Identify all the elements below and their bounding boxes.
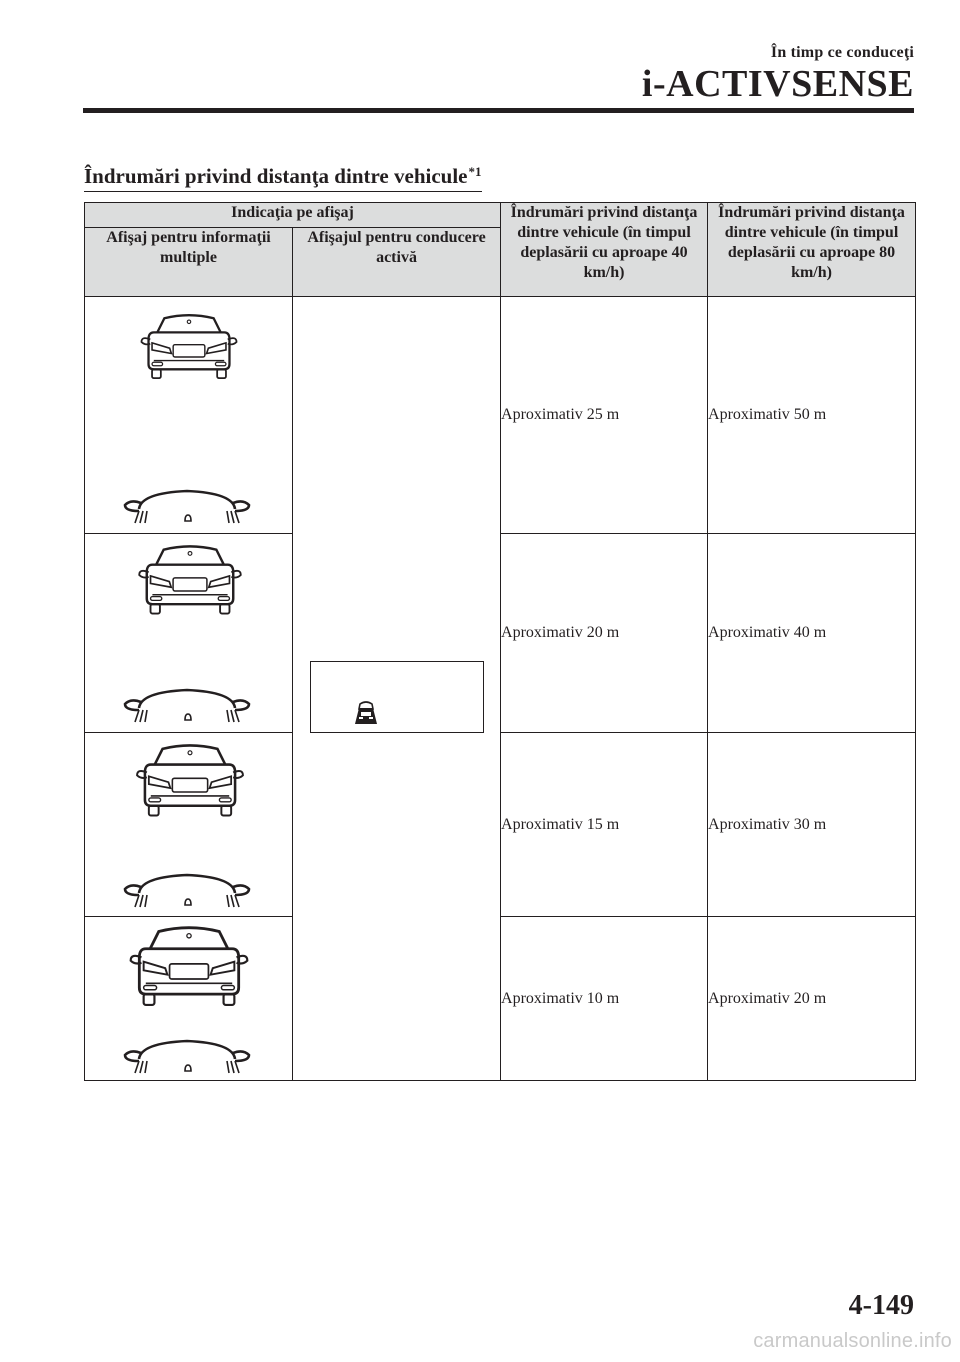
distance-80-cell: Aproximativ 40 m — [708, 534, 916, 733]
distance-80-cell: Aproximativ 20 m — [708, 917, 916, 1081]
distance-80-cell: Aproximativ 50 m — [708, 297, 916, 534]
car-distance-level-4-icon — [85, 917, 291, 1080]
multi-info-display-cell — [85, 297, 293, 534]
active-driving-display-frame — [310, 661, 484, 733]
running-header-subtitle: În timp ce conduceţi — [770, 44, 914, 61]
footnote-mark: *1 — [468, 164, 482, 179]
section-title — [84, 164, 482, 192]
distance-40-cell: Aproximativ 10 m — [501, 917, 708, 1081]
table-row — [85, 534, 916, 733]
distance-40-cell: Aproximativ 15 m — [501, 733, 708, 917]
car-distance-level-2-icon — [85, 534, 291, 732]
multi-info-display-cell — [85, 917, 293, 1081]
distance-guidance-table — [84, 202, 916, 1081]
distance-40-cell: Aproximativ 20 m — [501, 534, 708, 733]
car-following-icon — [351, 700, 381, 726]
table-header-row — [85, 203, 916, 228]
speed-40-header: Îndrumări privind distanţa dintre vehicule (în timpul deplasării cu aproape 40 km/h) — [501, 203, 708, 297]
active-driving-display-cell — [293, 297, 501, 1081]
watermark: carmanualsonline.info — [753, 1330, 952, 1352]
page-number: 4-149 — [848, 1290, 914, 1321]
multi-info-display-header: Afişaj pentru informaţii multiple — [85, 228, 293, 297]
running-header-title: i-ACTIVSENSE — [641, 63, 914, 105]
multi-info-display-cell — [85, 733, 293, 917]
section-title-text: Îndrumări privind distanţa dintre vehicule — [84, 164, 468, 188]
active-driving-display-header: Afişajul pentru conducere activă — [293, 228, 501, 297]
table-row — [85, 917, 916, 1081]
car-distance-level-1-icon — [85, 297, 291, 533]
multi-info-display-cell — [85, 534, 293, 733]
display-group-header: Indicaţia pe afişaj — [85, 203, 501, 228]
speed-80-header: Îndrumări privind distanţa dintre vehicule (în timpul deplasării cu aproape 80 km/h) — [708, 203, 916, 297]
header-rule — [83, 108, 914, 113]
table-row — [85, 297, 916, 534]
distance-40-cell: Aproximativ 25 m — [501, 297, 708, 534]
table-row — [85, 733, 916, 917]
car-distance-level-3-icon — [85, 733, 291, 916]
distance-80-cell: Aproximativ 30 m — [708, 733, 916, 917]
